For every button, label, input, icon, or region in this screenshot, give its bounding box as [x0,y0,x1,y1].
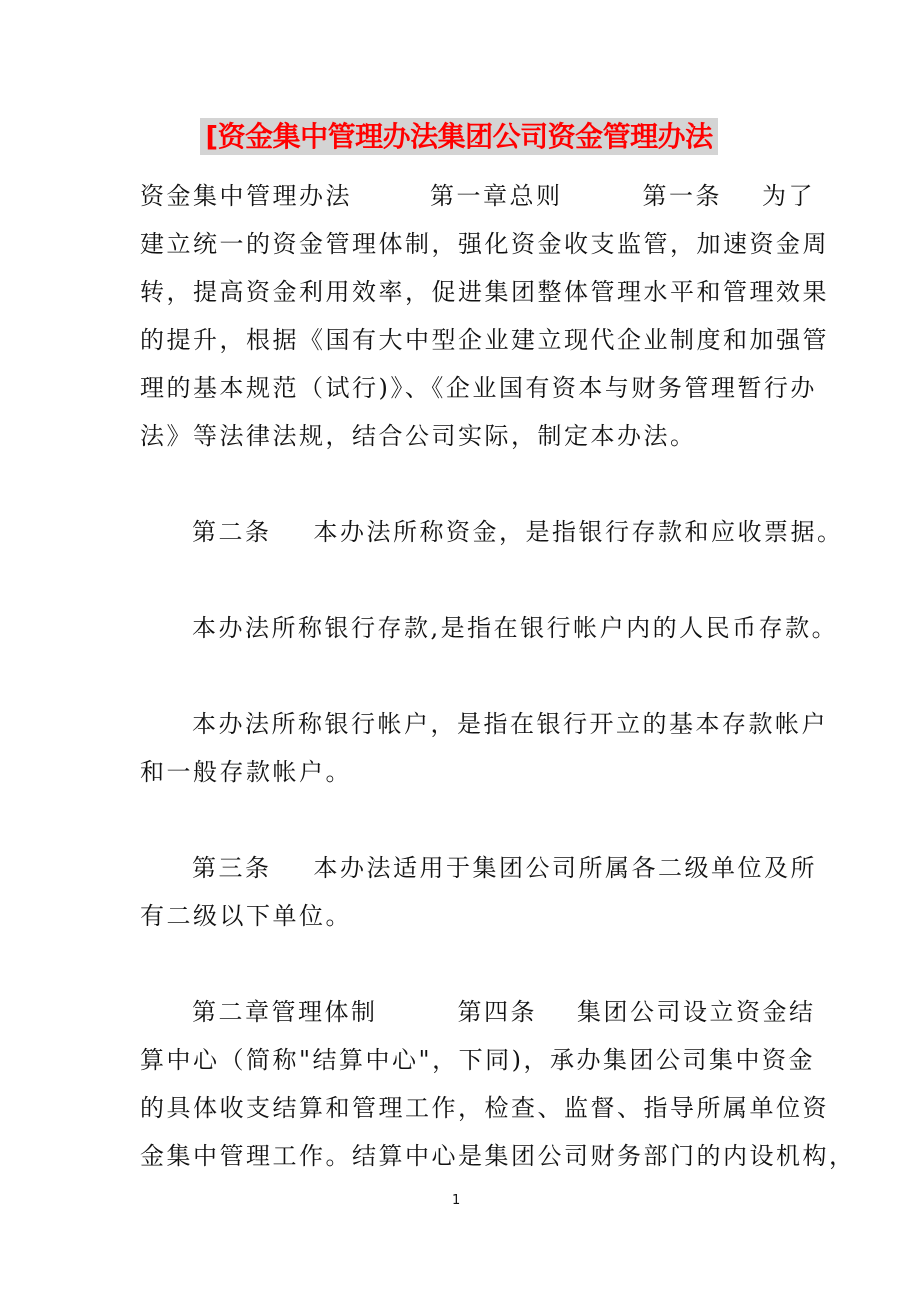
text-line: 和一般存款帐户。 [140,758,352,786]
text-line-chapter-two-heading [192,997,816,1027]
text-line: 建立统一的资金管理体制，强化资金收支监管，加速资金周 [140,230,829,258]
article-three-label: 第三条 [192,854,272,882]
text-line: 法》等法律法规，结合公司实际，制定本办法。 [140,422,697,450]
chapter-two-label: 第二章管理体制 [192,998,378,1026]
doc-name-label: 资金集中管理办法 [140,182,352,210]
text-line: 本办法所称银行存款,是指在银行帐户内的人民币存款。 [192,614,839,642]
chapter-one-label: 第一章总则 [430,182,563,210]
document-title: [资金集中管理办法集团公司资金管理办法 [205,120,713,153]
text-line: 有二级以下单位。 [140,902,352,930]
article-one-start: 为了 [762,182,815,210]
article-one-label: 第一条 [642,182,722,210]
text-line: 理的基本规范（试行)》、《企业国有资本与财务管理暂行办 [140,374,817,402]
article-four-label: 第四条 [457,998,537,1026]
article-four-text: 集团公司设立资金结 [577,998,816,1026]
article-three-text: 本办法适用于集团公司所属各二级单位及所 [313,854,817,882]
article-two-text: 本办法所称资金，是指银行存款和应收票据。 [313,518,844,546]
article-two-label: 第二条 [192,518,272,546]
text-line: 算中心（简称"结算中心"，下同)，承办集团公司集中资金 [140,1046,815,1074]
text-line: 的提升，根据《国有大中型企业建立现代企业制度和加强管 [140,326,829,354]
text-line-article-two [192,517,844,547]
document-title-highlight [200,118,718,155]
page-number: 1 [452,1193,461,1208]
text-line-article-three [192,853,817,883]
text-line: 转，提高资金利用效率，促进集团整体管理水平和管理效果 [140,278,829,306]
text-line-chapter-one-heading [140,181,815,211]
text-line: 本办法所称银行帐户，是指在银行开立的基本存款帐户 [192,710,828,738]
text-line: 金集中管理工作。结算中心是集团公司财务部门的内设机构， [140,1142,856,1170]
text-line: 的具体收支结算和管理工作，检查、监督、指导所属单位资 [140,1094,829,1122]
